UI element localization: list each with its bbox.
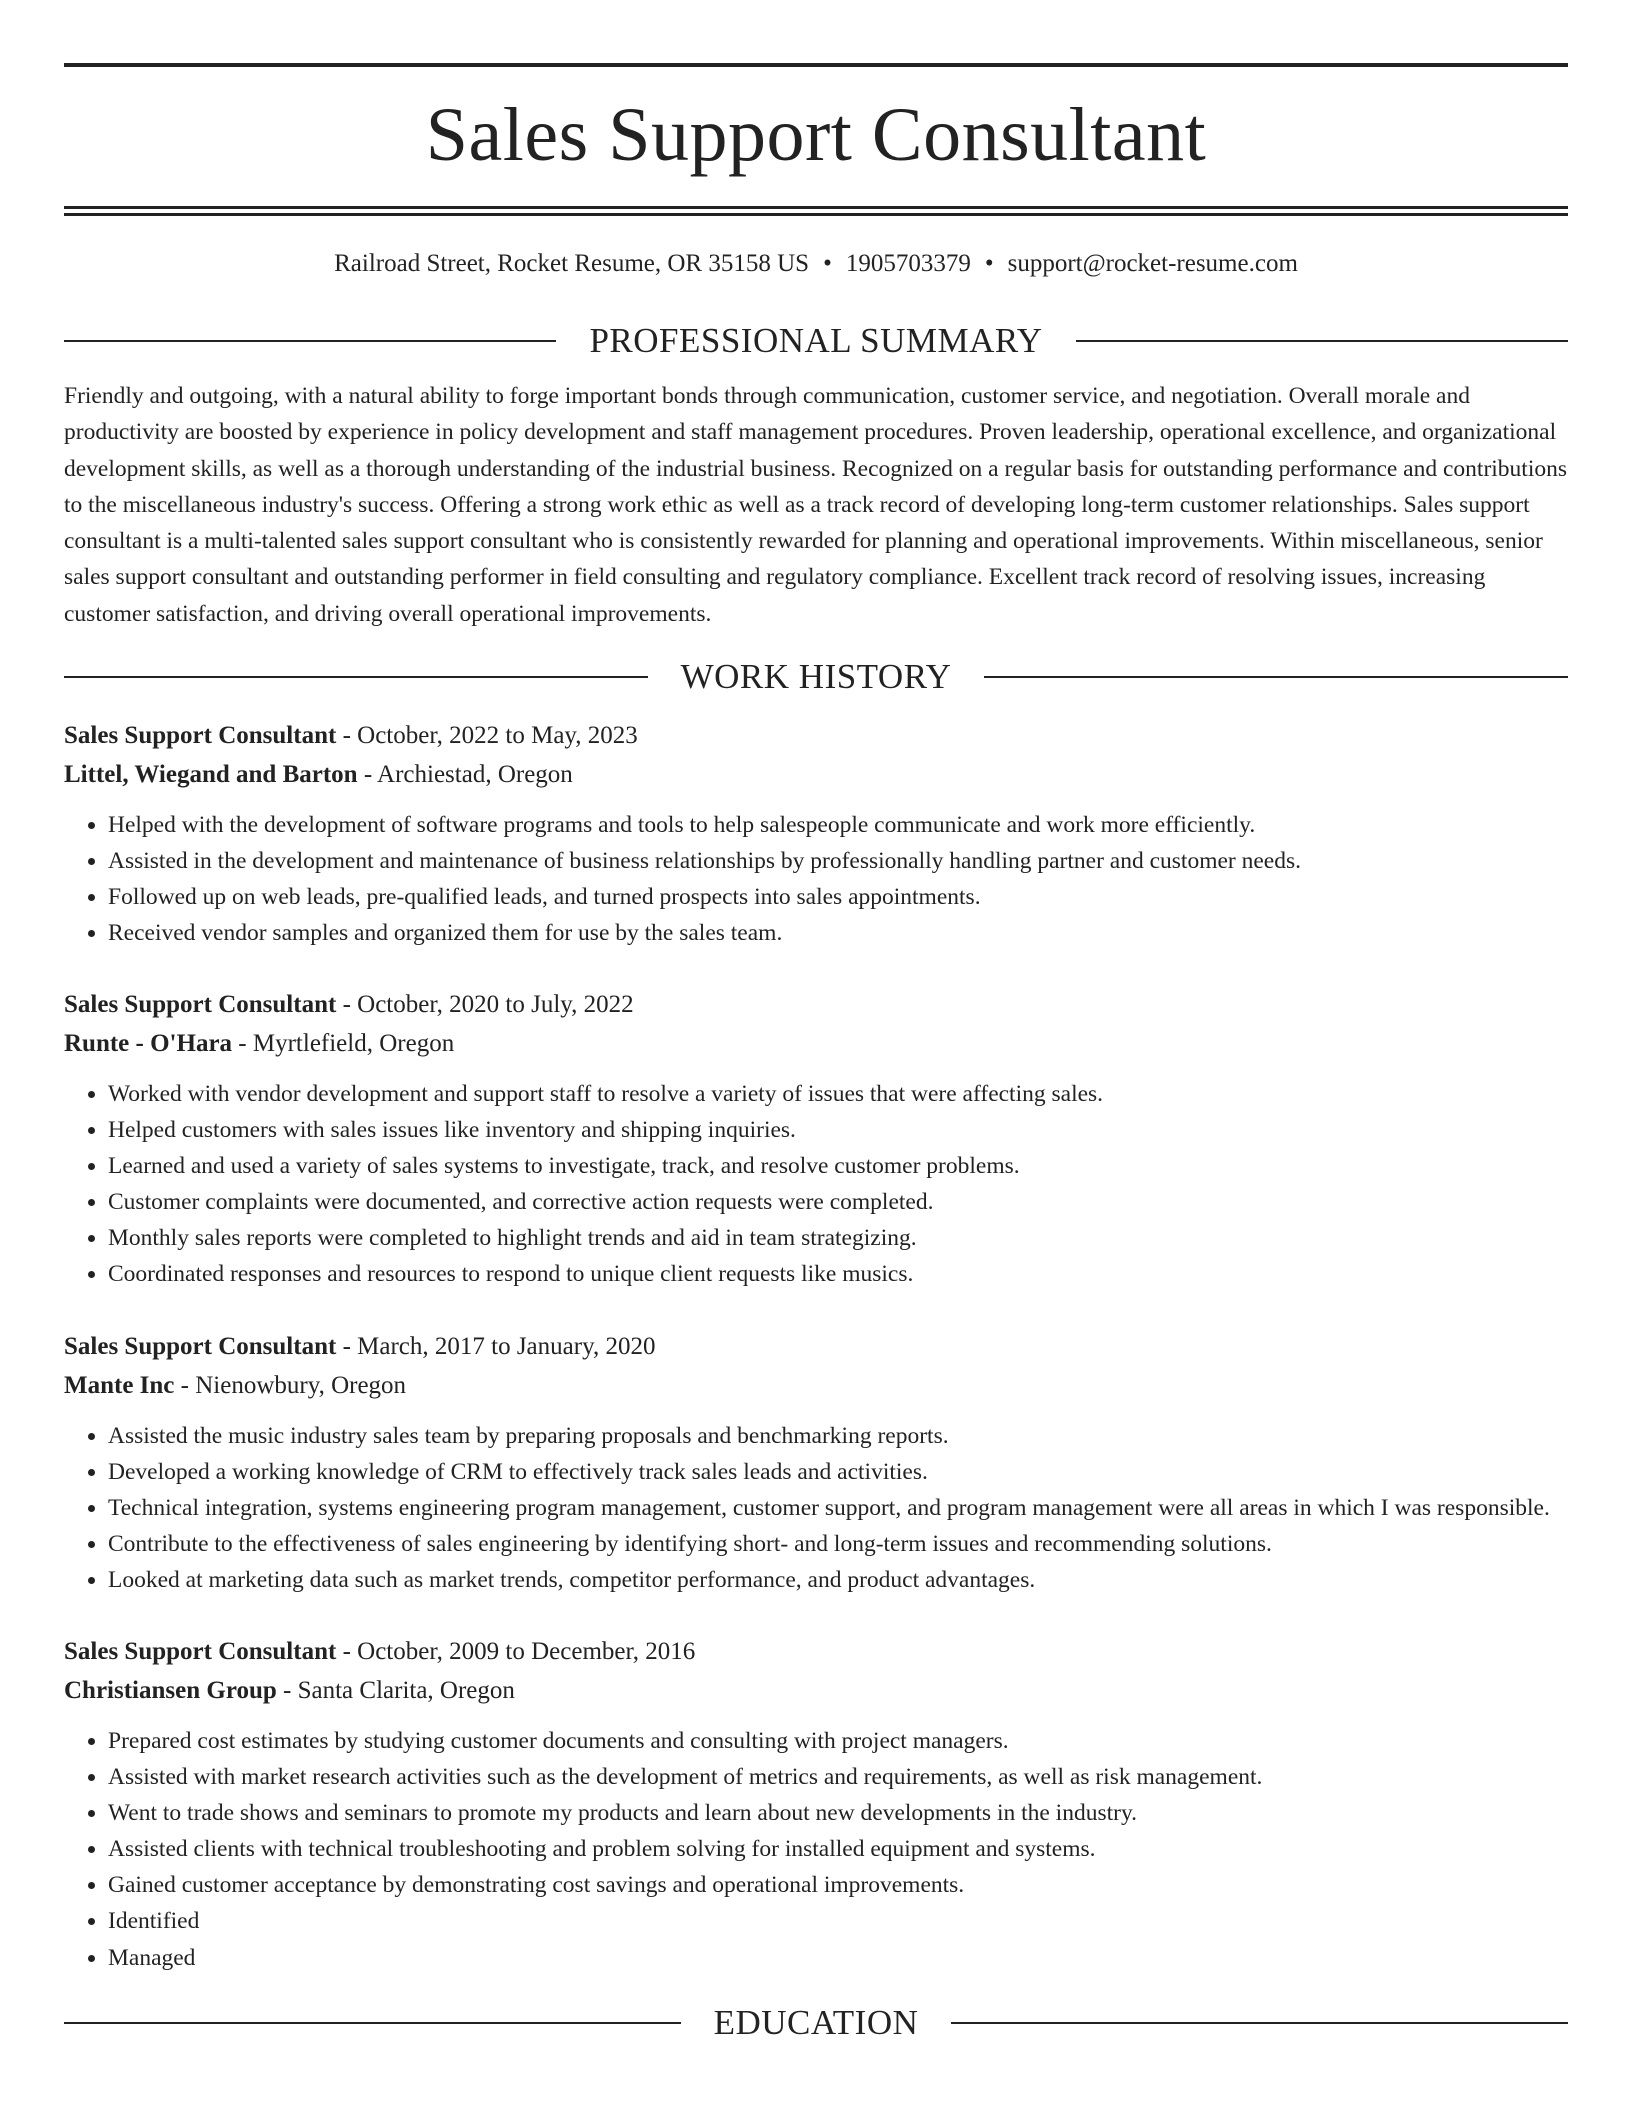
summary-heading-text: PROFESSIONAL SUMMARY [589,321,1043,360]
job-duty-item: • Received vendor samples and organized them for use by the sales team. [108,915,1568,951]
contact-line [64,248,1568,280]
job-company-line [64,1671,1568,1710]
job-duty-item: • Developed a working knowledge of CRM to effectively track sales leads and activities. [108,1454,1568,1490]
job-duty-item: • Helped customers with sales issues like inventory and shipping inquiries. [108,1112,1568,1148]
job-company-line [64,1366,1568,1405]
job-duties-list [64,1723,1568,1976]
job-entry [64,985,1568,1293]
job-title: Sales Support Consultant [64,721,337,749]
job-dates: - October, 2022 to May, 2023 [336,721,638,749]
company-location: - Archiestad, Oregon [357,760,573,788]
summary-section-heading [64,320,1568,362]
heading-rule-right [984,676,1568,678]
job-duty-item: • Worked with vendor development and support staff to resolve a variety of issues that were affecting sales. [108,1076,1568,1112]
job-duty-item: • Coordinated responses and resources to respond to unique client requests like musics. [108,1256,1568,1292]
job-duty-item: • Contribute to the effectiveness of sales engineering by identifying short- and long-term issues and recommending solutions. [108,1526,1568,1562]
heading-rule-left [64,340,556,342]
job-duty-item: • Went to trade shows and seminars to promote my products and learn about new developments in the industry. [108,1795,1568,1831]
job-duty-item: • Gained customer acceptance by demonstrating cost savings and operational improvements. [108,1867,1568,1903]
job-duty-item: • Customer complaints were documented, and corrective action requests were completed. [108,1184,1568,1220]
job-entry [64,716,1568,951]
contact-separator: • [823,250,832,277]
job-company-line [64,755,1568,794]
job-duties-list [64,807,1568,951]
company-name: Mante Inc [64,1371,175,1399]
heading-rule-right [951,2022,1568,2024]
job-title: Sales Support Consultant [64,990,337,1018]
company-name: Runte - O'Hara [64,1029,233,1057]
job-duty-item: • Helped with the development of software programs and tools to help salespeople communicate and work more efficiently. [108,807,1568,843]
job-duty-item: • Learned and used a variety of sales systems to investigate, track, and resolve customer problems. [108,1148,1568,1184]
job-duty-item: • Monthly sales reports were completed to highlight trends and aid in team strategizing. [108,1220,1568,1256]
company-location: - Nienowbury, Oregon [174,1371,407,1399]
resume-title: Sales Support Consultant [425,93,1207,177]
job-duty-item: • Assisted with market research activities such as the development of metrics and requirements, as well as risk management. [108,1759,1568,1795]
job-title: Sales Support Consultant [64,1332,337,1360]
contact-phone: 1905703379 [845,250,971,277]
job-title-line [64,716,1568,755]
job-duty-item: • Assisted clients with technical troubleshooting and problem solving for installed equipment and systems. [108,1831,1568,1867]
work-history-section-heading [64,656,1568,698]
job-entry [64,1632,1568,1976]
resume-page [64,0,1568,2044]
company-name: Christiansen Group [64,1676,277,1704]
job-duties-list [64,1418,1568,1598]
job-duty-item: • Prepared cost estimates by studying customer documents and consulting with project managers. [108,1723,1568,1759]
education-heading-text: EDUCATION [713,2002,919,2042]
company-location: - Myrtlefield, Oregon [232,1029,455,1057]
job-duty-item: • Followed up on web leads, pre-qualified leads, and turned prospects into sales appointments. [108,879,1568,915]
education-section-heading [64,2002,1568,2044]
company-name: Littel, Wiegand and Barton [64,760,358,788]
title-double-divider [64,206,1568,216]
professional-summary-text: Friendly and outgoing, with a natural ability to forge important bonds through communication, customer service, and negotiation. Overall morale and productivity are boosted by experience in policy development and staff management procedures. Proven leadership, operational excellence, and organizational development skills, as well as a thorough understanding of the industrial business. Recognized on a regular basis for outstanding performance and contributions to the miscellaneous industry's success. Offering a strong work ethic as well as a track record of developing long-term customer relationships. Sales support consultant is a multi-talented sales support consultant who is consistently rewarded for planning and operational improvements. Within miscellaneous, senior sales support consultant and outstanding performer in field consulting and regulatory compliance. Excellent track record of resolving issues, increasing customer satisfaction, and driving overall operational improvements. [64,383,1568,627]
job-duty-item: • Assisted in the development and maintenance of business relationships by professionally handling partner and customer needs. [108,843,1568,879]
company-location: - Santa Clarita, Oregon [276,1676,515,1704]
job-title-line [64,1632,1568,1671]
contact-address: Railroad Street, Rocket Resume, OR 35158 US [334,250,810,277]
contact-email: support@rocket-resume.com [1007,250,1298,277]
job-title: Sales Support Consultant [64,1637,337,1665]
job-duty-item: • Technical integration, systems engineering program management, customer support, and program management were all areas in which I was responsible. [108,1490,1568,1526]
contact-separator: • [984,250,994,277]
heading-rule-right [1076,340,1568,342]
job-dates: - March, 2017 to January, 2020 [336,1332,656,1360]
job-duty-item: • Assisted the music industry sales team by preparing proposals and benchmarking reports. [108,1418,1568,1454]
job-dates: - October, 2009 to December, 2016 [336,1637,696,1665]
job-company-line [64,1024,1568,1063]
heading-rule-left [64,676,648,678]
work-history-list [64,716,1568,1976]
job-duties-list [64,1076,1568,1293]
job-title-line [64,1327,1568,1366]
job-duty-item: • Managed [108,1940,1568,1976]
work-history-heading-text: WORK HISTORY [680,656,952,696]
job-duty-item: • Identified [108,1903,1568,1939]
job-duty-item: • Looked at marketing data such as market trends, competitor performance, and product advantages. [108,1562,1568,1598]
job-dates: - October, 2020 to July, 2022 [336,990,634,1018]
job-entry [64,1327,1568,1598]
heading-rule-left [64,2022,681,2024]
top-divider [64,63,1568,67]
job-title-line [64,985,1568,1024]
